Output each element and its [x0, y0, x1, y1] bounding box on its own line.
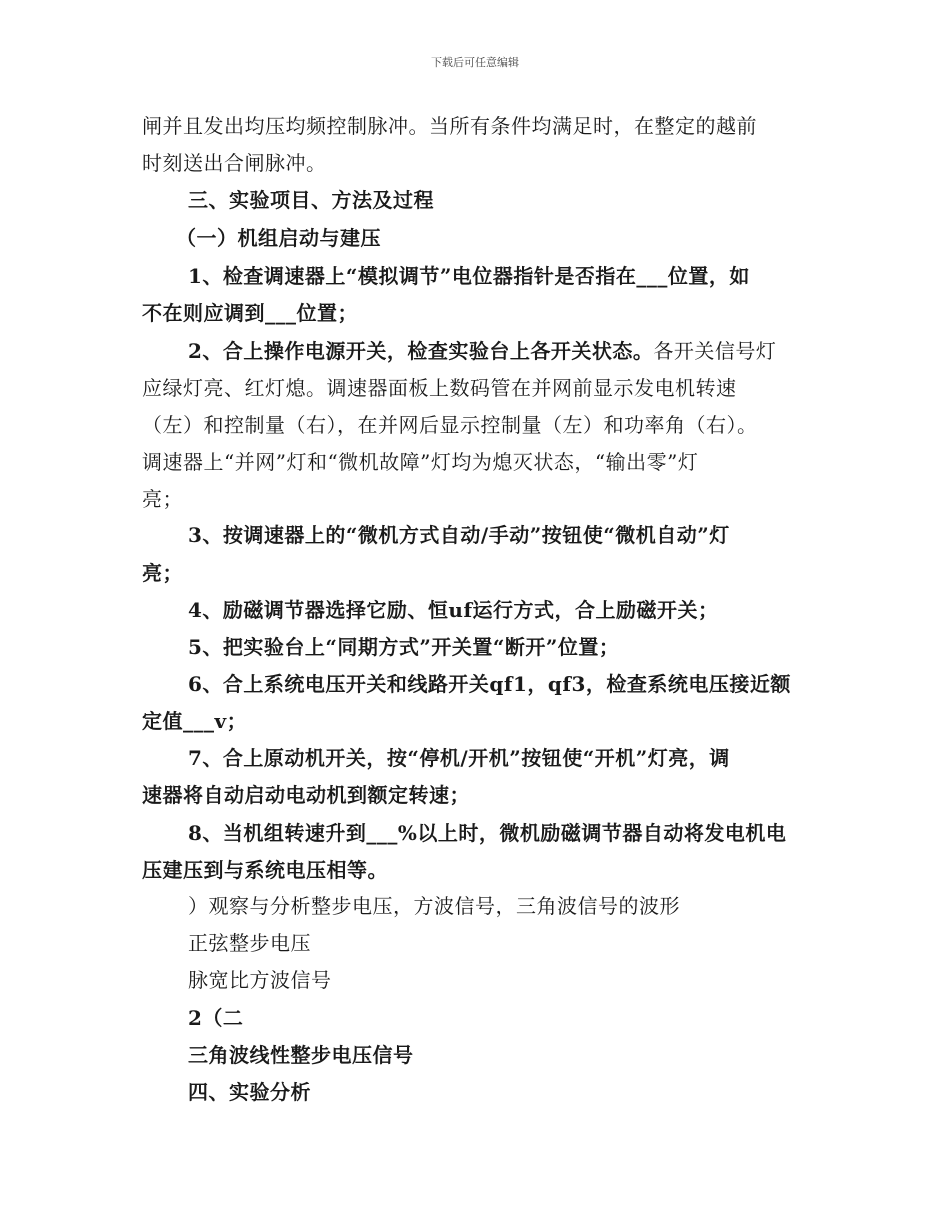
text-line: （左）和控制量（右），在并网后显示控制量（左）和功率角（右）。: [142, 413, 758, 437]
step-2-text: 各开关信号灯: [653, 339, 777, 363]
step-2-line: [188, 338, 776, 364]
text-line: 三角波线性整步电压信号: [188, 1043, 414, 1067]
step-8-line: 压建压到与系统电压相等。: [142, 858, 388, 882]
subsection-heading: （一）机组启动与建压: [176, 226, 381, 250]
step-1-line: 1、检查调速器上“模拟调节”电位器指针是否指在___位置，如: [188, 264, 750, 288]
text-line: ）观察与分析整步电压，方波信号，三角波信号的波形: [188, 894, 680, 918]
text-line: 调速器上“并网”灯和“微机故障”灯均为熄灭状态，“输出零”灯: [142, 450, 699, 474]
step-5-line: 5、把实验台上“同期方式”开关置“断开”位置；: [188, 635, 620, 659]
step-3-line: 亮；: [142, 561, 183, 585]
step-8-line: 8、当机组转速升到___%以上时，微机励磁调节器自动将发电机电: [188, 821, 787, 845]
step-6-line: 6、合上系统电压开关和线路开关qf1，qf3，检查系统电压接近额: [188, 672, 791, 696]
text-line: 闸并且发出均压均频控制脉冲。当所有条件均满足时，在整定的越前: [142, 114, 757, 138]
text-line: 应绿灯亮、红灯熄。调速器面板上数码管在并网前显示发电机转速: [142, 376, 737, 400]
text-line: 脉宽比方波信号: [188, 968, 332, 992]
text-line: 时刻送出合闸脉冲。: [142, 151, 327, 175]
step-2-bold-text: 2、合上操作电源开关，检查实验台上各开关状态。: [188, 339, 654, 363]
step-7-line: 速器将自动启动电动机到额定转速；: [142, 783, 470, 807]
step-4-line: 4、励磁调节器选择它励、恒uf运行方式，合上励磁开关；: [188, 598, 719, 622]
step-3-line: 3、按调速器上的“微机方式自动/手动”按钮使“微机自动”灯: [188, 523, 730, 547]
text-line: 正弦整步电压: [188, 931, 311, 955]
page-header: 下载后可任意编辑: [431, 56, 519, 69]
section-heading: 四、实验分析: [188, 1080, 311, 1104]
step-6-line: 定值___v；: [142, 709, 248, 733]
section-heading: 三、实验项目、方法及过程: [188, 188, 434, 212]
step-7-line: 7、合上原动机开关，按“停机/开机”按钮使“开机”灯亮，调: [188, 746, 730, 770]
text-line: 亮；: [142, 487, 183, 511]
text-line: 2（二: [188, 1006, 244, 1030]
step-1-line: 不在则应调到___位置；: [142, 301, 358, 325]
